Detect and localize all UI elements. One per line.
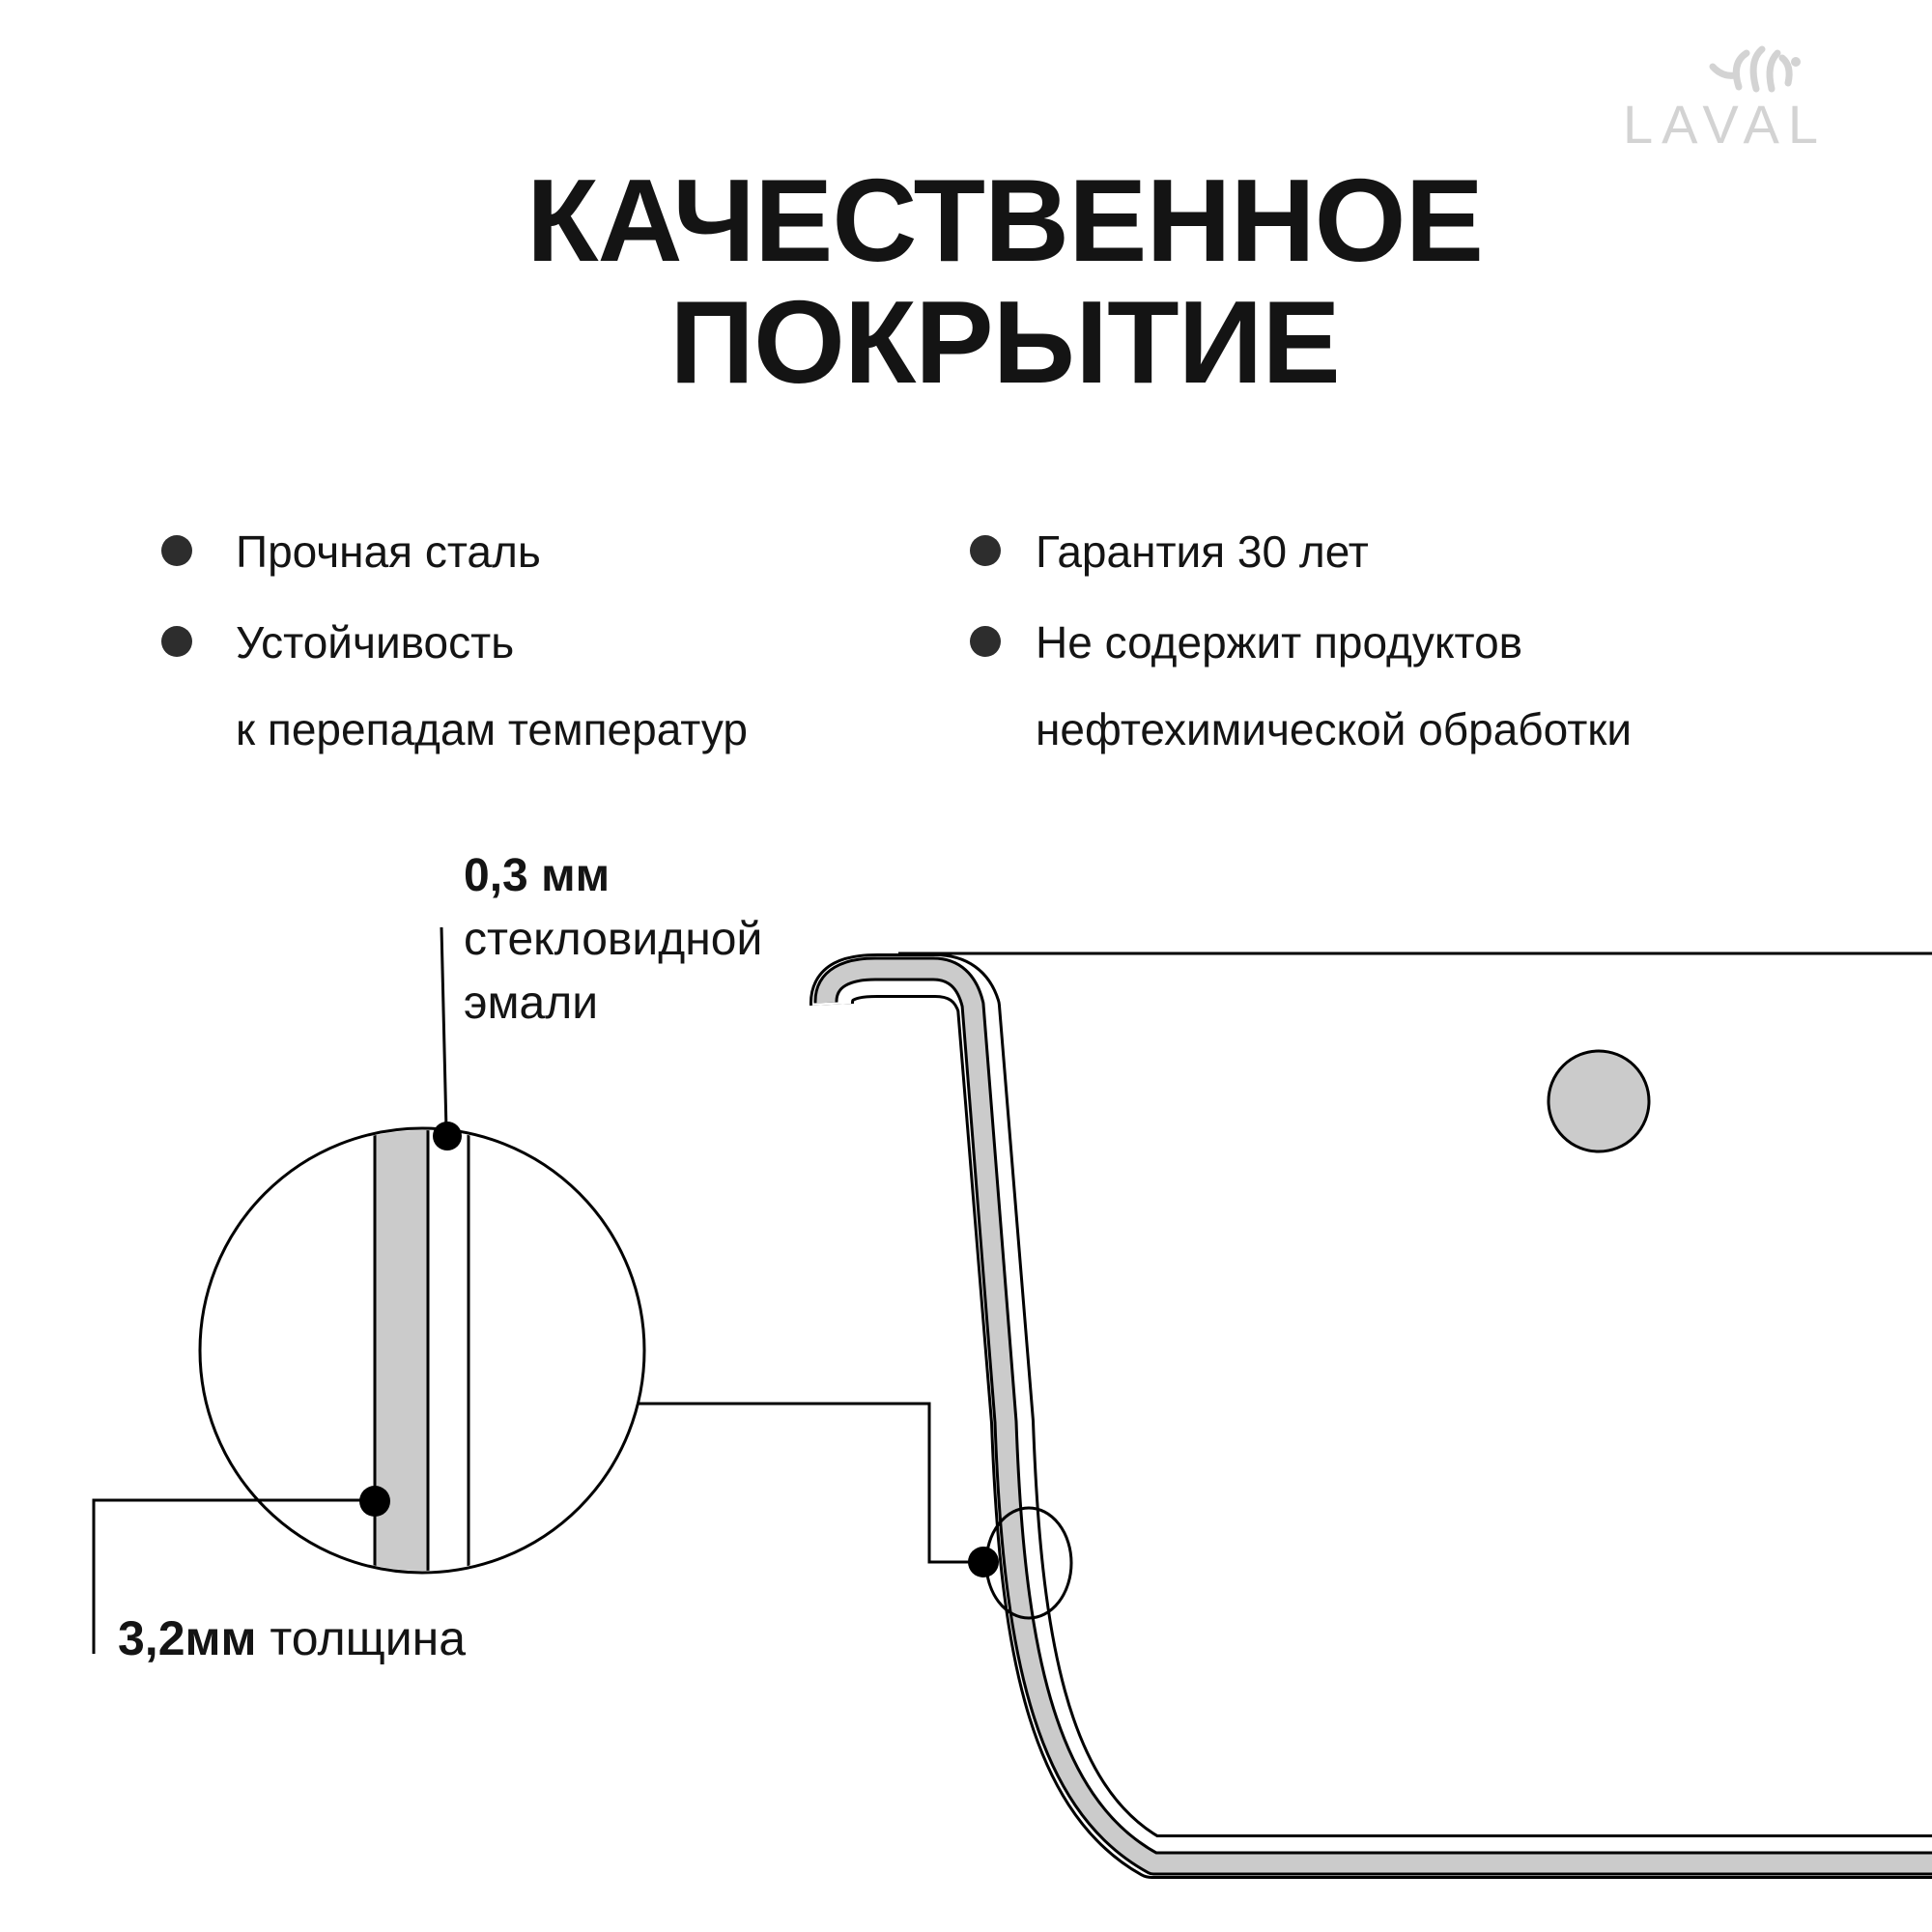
enamel-thickness-line3: эмали <box>464 978 599 1029</box>
connector-line <box>638 1404 974 1562</box>
swirl-stroke-4 <box>1770 53 1777 89</box>
bullet-dot-icon <box>161 535 192 566</box>
page-title-line2: ПОКРЫТИЕ <box>669 276 1340 408</box>
steel-thickness-word <box>270 1611 466 1665</box>
enamel-thickness-value: 0,3 мм <box>464 850 611 901</box>
feature-label: Прочная сталь <box>236 526 541 577</box>
callout-enamel-thickness <box>464 844 762 1036</box>
handle-hole-circle <box>1548 1051 1649 1151</box>
swirl-stroke-5 <box>1782 58 1789 83</box>
swirl-dot <box>1791 57 1801 67</box>
feature-label: Гарантия 30 лет <box>1036 526 1369 577</box>
brand-logo-text: LAVAL <box>1623 94 1828 155</box>
leader-line-enamel <box>441 927 446 1130</box>
steel-thickness-label: толщина <box>270 1611 467 1665</box>
feature-item-warranty <box>970 522 1369 582</box>
feature-label <box>236 599 748 773</box>
feature-item-steel <box>161 522 541 582</box>
swirl-stroke-3 <box>1753 49 1762 89</box>
callout-dot-enamel <box>433 1122 462 1151</box>
swirl-stroke-1 <box>1713 67 1735 75</box>
pan-cross-section <box>826 953 1932 1863</box>
page-title-line1: КАЧЕСТВЕННОЕ <box>526 155 1483 286</box>
callout-steel-thickness <box>118 1609 466 1667</box>
steel-thickness-value: 3,2мм <box>118 1611 257 1665</box>
flame-swirl-icon <box>1713 49 1801 89</box>
callout-dot-thickness <box>359 1486 390 1517</box>
enamel-thickness-line2: стекловидной <box>464 914 763 965</box>
connector-dot <box>968 1547 999 1577</box>
feature-item-temperature <box>161 599 748 773</box>
feature-label-line2: нефтехимической обработки <box>1036 704 1633 754</box>
feature-label-line1: Устойчивость <box>236 617 515 668</box>
bullet-dot-icon <box>970 626 1001 657</box>
bullet-dot-icon <box>970 535 1001 566</box>
feature-label-line2: к перепадам температур <box>236 704 748 754</box>
feature-label <box>1036 599 1632 773</box>
steel-layer-strip <box>375 1121 428 1584</box>
feature-item-no-petrochemicals <box>970 599 1632 773</box>
feature-label-line1: Не содержит продуктов <box>1036 617 1523 668</box>
page-title <box>77 155 1932 408</box>
bullet-dot-icon <box>161 626 192 657</box>
swirl-stroke-2 <box>1736 53 1747 87</box>
magnifier-detail <box>94 927 999 1654</box>
